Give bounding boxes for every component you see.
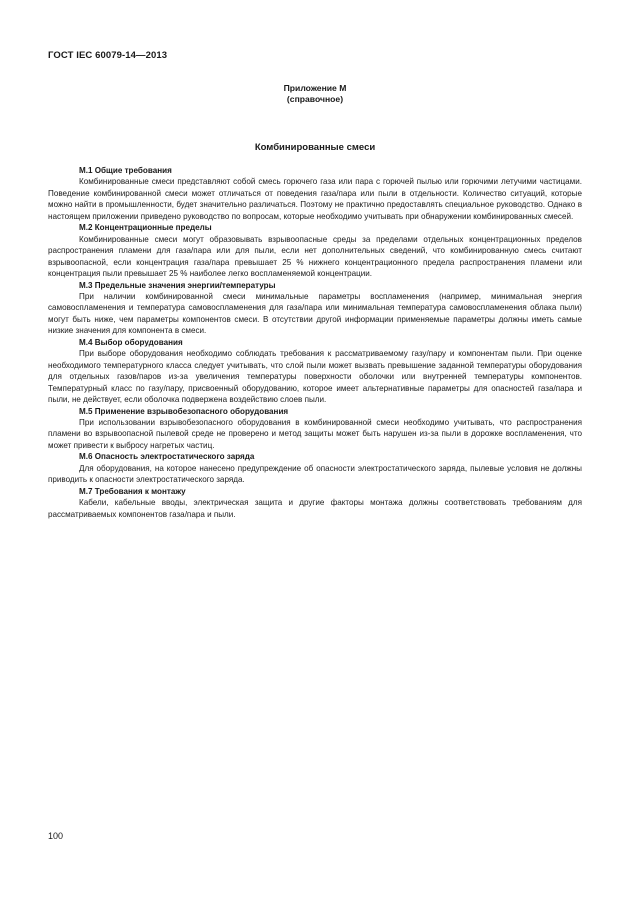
annex-type: (справочное) xyxy=(286,94,344,104)
section-text-m7: Кабели, кабельные вводы, электрическая защита и другие факторы монтажа должны соответствовать требованиям для рассматриваемых компонентов газа/пара и пыли. xyxy=(48,498,582,519)
section-heading-m4: М.4 Выбор оборудования xyxy=(79,337,183,347)
document-header: ГОСТ IEC 60079-14—2013 xyxy=(48,50,168,61)
annex-title: Комбинированные смеси xyxy=(254,142,376,153)
section-heading-m2: М.2 Концентрационные пределы xyxy=(79,223,212,233)
section-heading-m5: М.5 Применение взрывобезопасного оборудования xyxy=(79,406,289,416)
section-heading-m3: М.3 Предельные значения энергии/температуры xyxy=(79,280,276,290)
section-text-m1: Комбинированные смеси представляют собой смесь горючего газа или пара с горючей пылью или горючими летучими частицами. Поведение комбинированной смеси может отличаться от поведения газа/пара или пыли в отдельности. Количество ситуаций, которые можно найти в промышленности, будет значительно различаться. Поэтому не практично предоставлять специальное руководство. Однако в настоящем приложении приведено руководство по вопросам, которые необходимо учитывать при обнаружении комбинированных смесей. xyxy=(48,177,582,221)
section-text-m2: Комбинированные смеси могут образовывать взрывоопасные среды за пределами отдельных концентрационных пределов распространения пламени для газа/пара или для пыли, если нет дополнительных сведений, что комбинированную смесь считают взрывоопасной, если концентрация газа/пара превышает 25 % нижнего концентрационного предела распространения пламени или концентрация пыли превышает 25 % наиболее легко воспламеняемой концентрации. xyxy=(48,234,582,279)
section-heading-m1: М.1 Общие требования xyxy=(79,166,172,175)
section-text-m5: При использовании взрывобезопасного оборудования в комбинированной смеси необходимо учитывать, что распространения пламени во взрывоопасной пылевой среде не проверено и метод защиты может быть нарушен из-за пыли в дорожке воспламенения, что может привести к выбросу нагретых частиц. xyxy=(48,417,582,450)
section-heading-m7: М.7 Требования к монтажу xyxy=(79,486,186,496)
page-number: 100 xyxy=(48,831,64,841)
section-text-m3: При наличии комбинированной смеси минимальные параметры воспламенения (например, минимальная энергия самовоспламенения и температура самовоспламенения для газа/пара или минимальная температура самовоспламенения облака пыли) могут быть ниже, чем параметры компонентов смеси. В отсутствии другой информации применяемые параметры должны иметь самые низкие значения для компонента в смеси. xyxy=(48,291,582,336)
section-heading-m6: М.6 Опасность электростатического заряда xyxy=(79,452,255,462)
annex-label: Приложение М xyxy=(283,83,347,93)
annex-heading xyxy=(0,83,630,105)
section-text-m6: Для оборудования, на которое нанесено предупреждение об опасности электростатического заряда, пылевые условия не должны приводить к опасности электростатического заряда. xyxy=(48,463,582,485)
section-text-m4: При выборе оборудования необходимо соблюдать требования к рассматриваемому газу/пару и компонентам пыли. При оценке необходимого температурного класса следует учитывать, что слой пыли может вызвать превышение заданной температуры оборудования для отдельных газов/паров из-за увеличения температуры поверхности оболочки или внутренней температуры компонентов. Температурный класс по газу/пару, присвоенный оборудованию, которое имеет альтернативные параметры для опасностей газа/пара и пыли, не действует, если оболочка подвержена воздействию слоев пыли. xyxy=(48,349,582,405)
annex-body xyxy=(48,165,582,520)
